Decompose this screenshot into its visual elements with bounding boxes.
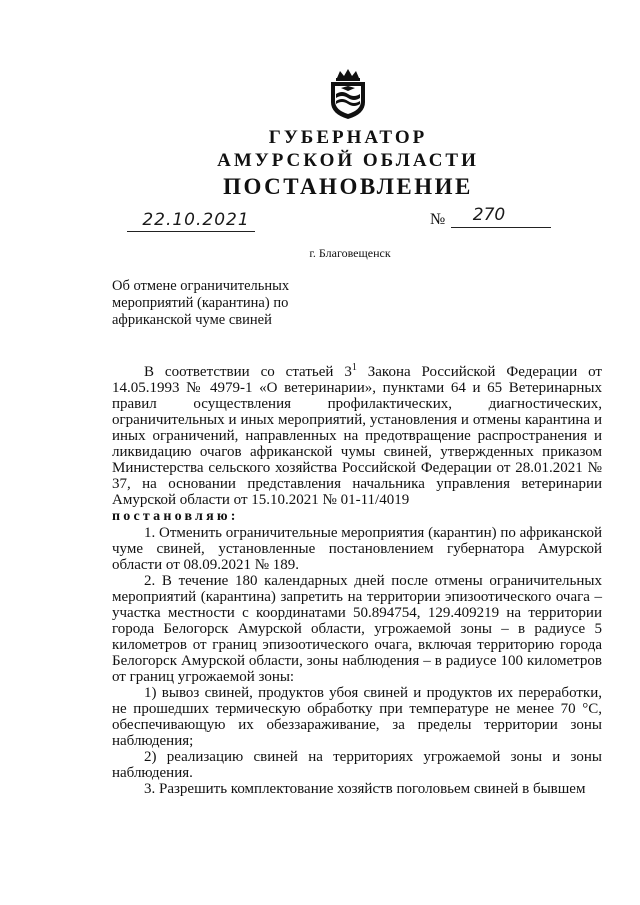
header-title-region: АМУРСКОЙ ОБЛАСТИ xyxy=(217,150,479,171)
sub-item-2: 2) реализацию свиней на территориях угрожаемой зоны и зоны наблюдения. xyxy=(112,749,602,781)
header-title-governor: ГУБЕРНАТОР xyxy=(268,127,428,148)
decree-word: постановляю: xyxy=(112,509,239,524)
document-number: 270 xyxy=(472,205,506,225)
date-underline xyxy=(127,231,255,232)
number-underline xyxy=(451,227,551,228)
intro-superscript: 1 xyxy=(351,362,357,373)
document-body xyxy=(112,364,602,797)
intro-text-pre: В соответствии со статьей 3 xyxy=(144,364,352,380)
item-3: 3. Разрешить комплектование хозяйств поголовьем свиней в бывшем xyxy=(144,781,586,797)
sub-item-1: 1) вывоз свиней, продуктов убоя свиней и продуктов их переработки, не прошедших термическую обработку при температуре не менее 70 °С, обеспечивающую их обеззараживание, за пределы территории зоны наблюдения; xyxy=(112,685,602,749)
header-title-decree: ПОСТАНОВЛЕНИЕ xyxy=(223,174,473,199)
item-1: 1. Отменить ограничительные мероприятия (карантин) по африканской чуме свиней, установленные постановлением губернатора Амурской области от 08.09.2021 № 189. xyxy=(112,525,602,573)
document-date: 22.10.2021 xyxy=(142,210,250,230)
number-label: № xyxy=(430,211,446,228)
coat-of-arms-emblem xyxy=(326,68,370,120)
document-subject: Об отмене ограничительных мероприятий (карантина) по африканской чуме свиней xyxy=(112,278,290,328)
intro-paragraph xyxy=(112,364,602,508)
document-city: г. Благовещенск xyxy=(309,246,391,260)
item-2: 2. В течение 180 календарных дней после отмены ограничительных мероприятий (карантина) запретить на территории эпизоотического очага – участка местности с координатами 50.894754, 129.409219 на территории города Белогорск Амурской области, угрожаемой зоны – в радиусе 5 километров от границ эпизоотического очага, включая территорию города Белогорск Амурской области, зоны наблюдения – в радиусе 100 километров от границ угрожаемой зоны: xyxy=(112,573,602,685)
decree-word-paragraph xyxy=(112,508,602,525)
intro-text-post: Закона Российской Федерации от 14.05.1993 № 4979-1 «О ветеринарии», пунктами 64 и 65 Ветеринарных правил осуществления профилактических, диагностических, ограничительных и иных мероприятий, установления и отмены карантина и иных ограничений, направленных на предотвращение распространения и ликвидацию очагов африканской чумы свиней, утвержденных приказом Министерства сельского хозяйства Российской Федерации от 28.01.2021 № 37, на основании представления начальника управления ветеринарии Амурской области от 15.10.2021 № 01-11/4019 xyxy=(112,364,602,508)
